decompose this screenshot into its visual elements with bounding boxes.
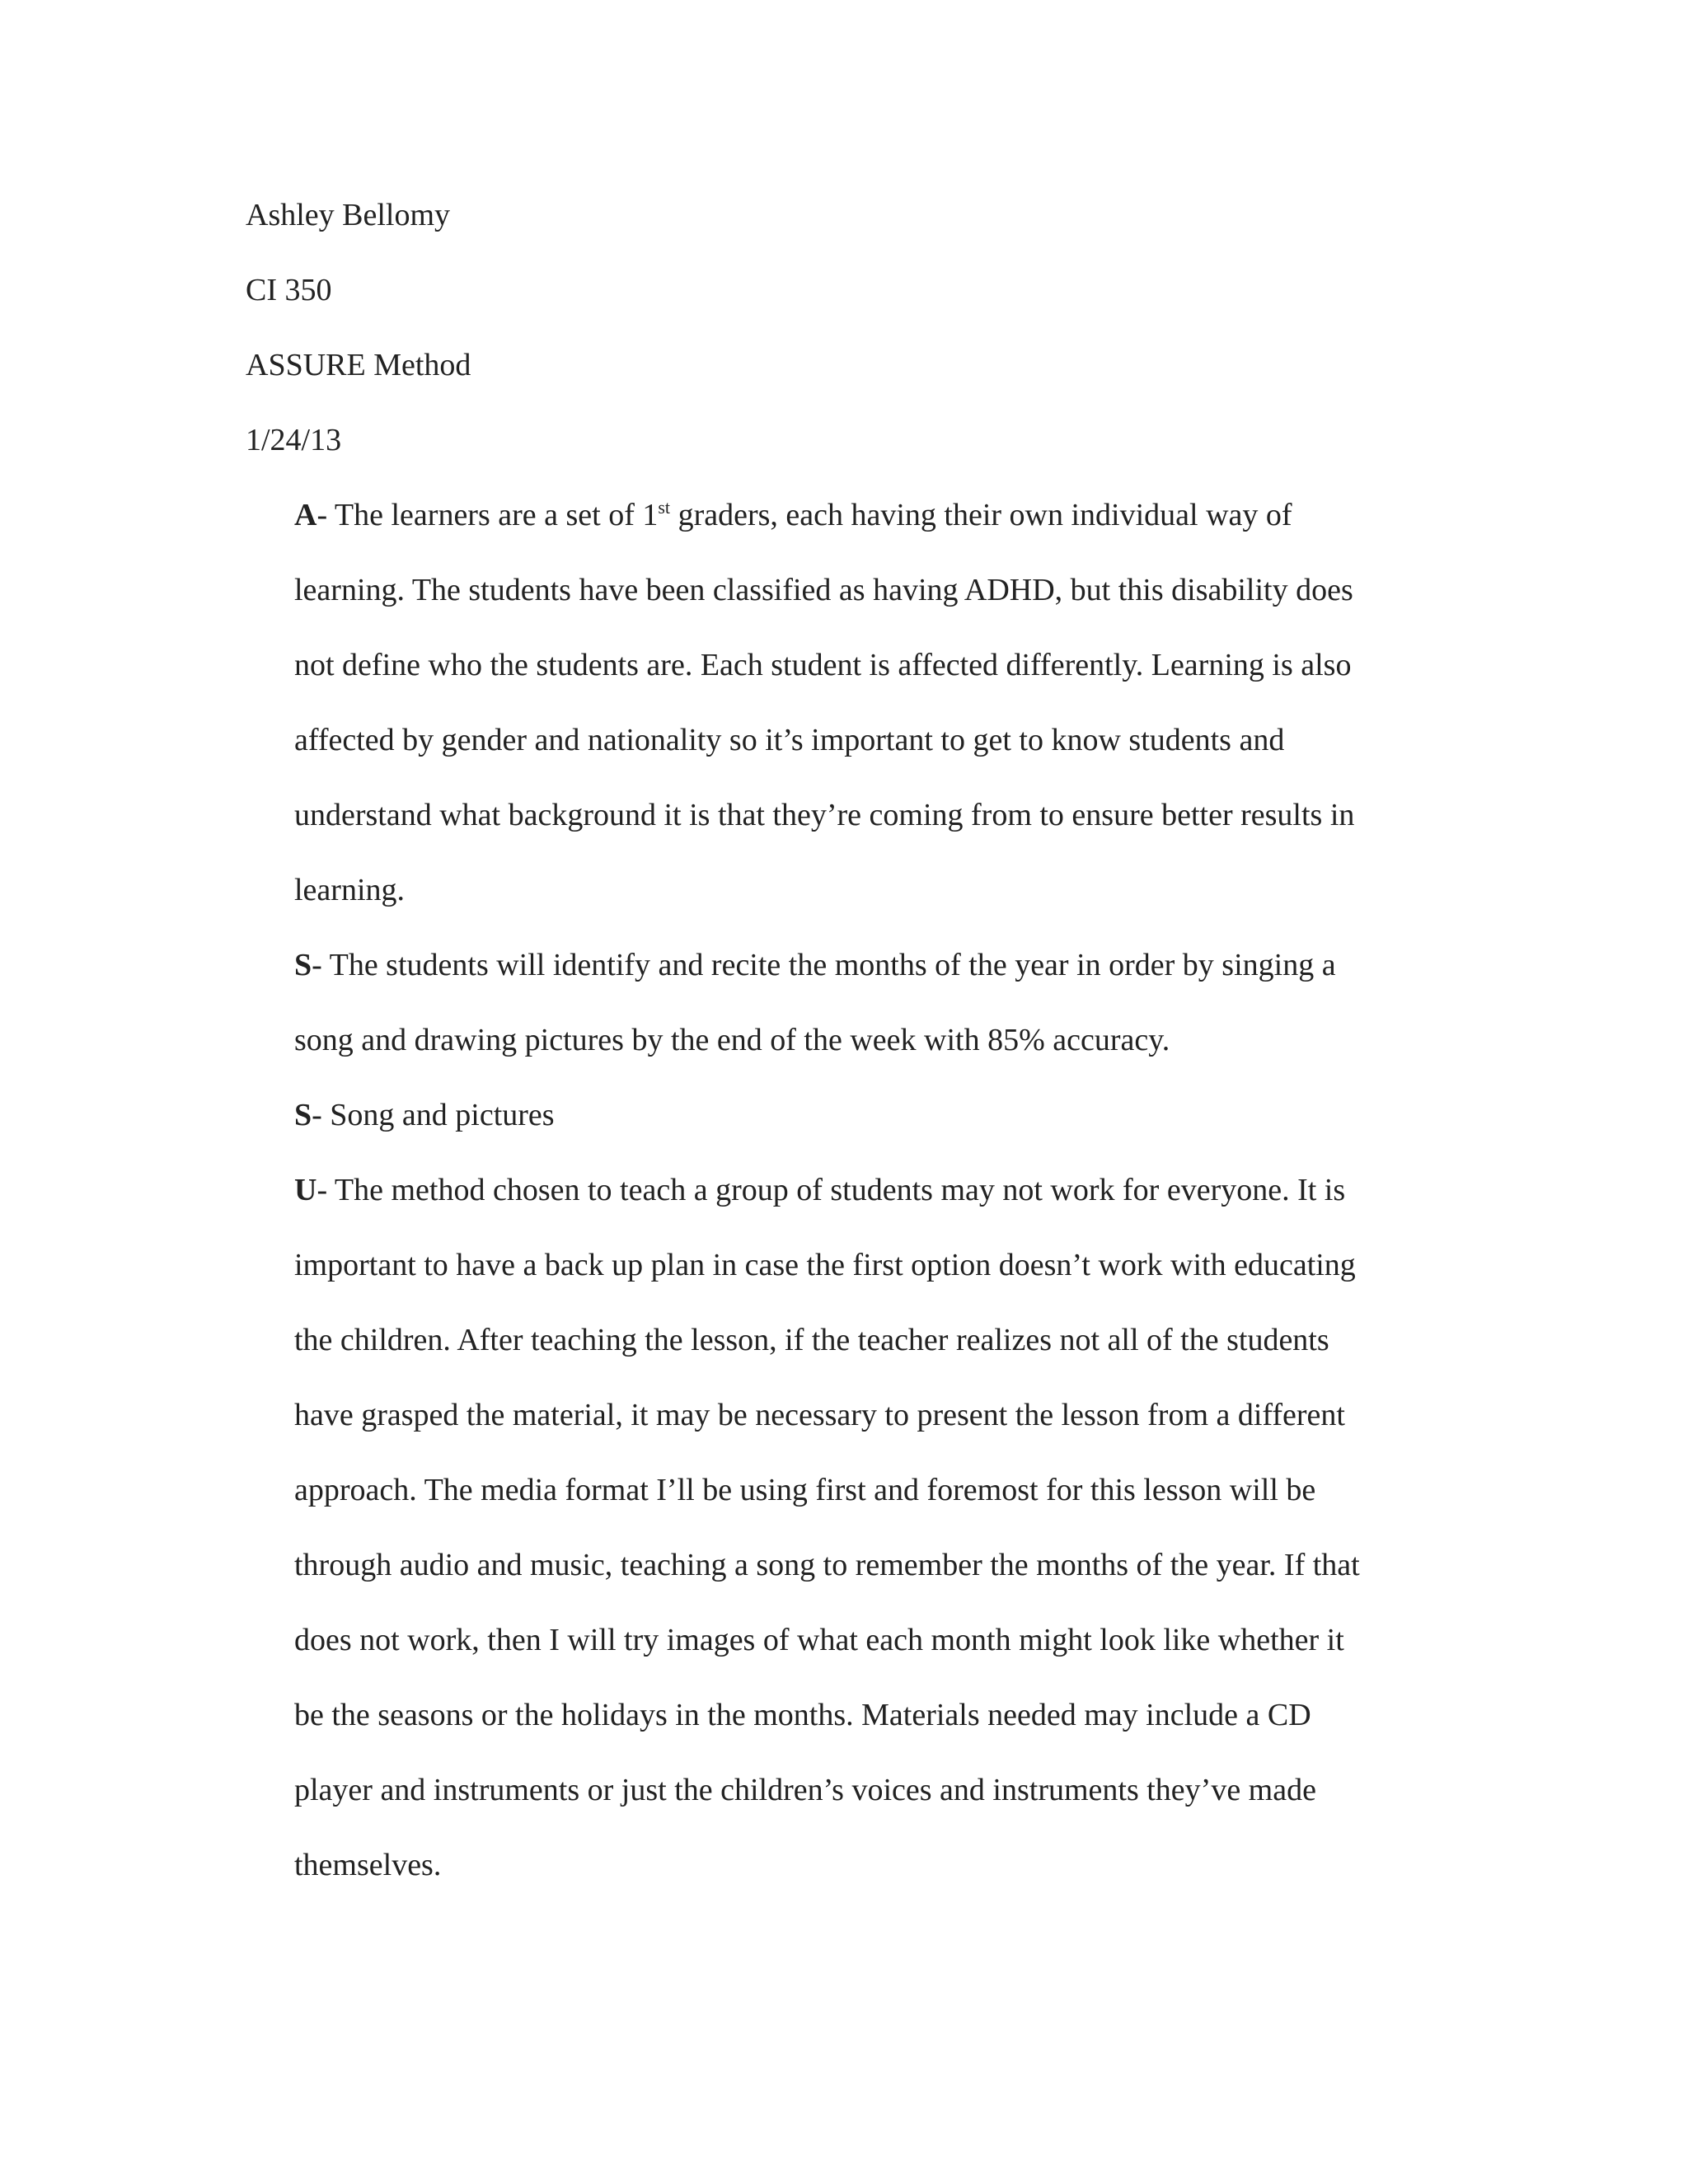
section-analyze-line-2: learning. The students have been classified as having ADHD, but this disability does <box>294 573 1353 607</box>
section-utilize-line-6: through audio and music, teaching a song to remember the months of the year. If that <box>294 1548 1360 1582</box>
section-utilize-letter: U <box>294 1173 317 1207</box>
section-utilize-line-7: does not work, then I will try images of what each month might look like whether it <box>294 1623 1344 1657</box>
section-analyze-line-6: learning. <box>294 873 406 907</box>
ordinal-superscript: st <box>658 497 671 518</box>
section-utilize-line-2: important to have a back up plan in case the first option doesn’t work with educating <box>294 1248 1356 1282</box>
section-utilize-line-8: be the seasons or the holidays in the months. Materials needed may include a CD <box>294 1698 1311 1732</box>
section-analyze-line-4: affected by gender and nationality so it’s important to get to know students and <box>294 723 1285 757</box>
section-utilize-line-3: the children. After teaching the lesson, if the teacher realizes not all of the students <box>294 1323 1329 1357</box>
section-analyze-text-end: graders, each having their own individual way of <box>670 498 1292 532</box>
section-utilize-line-10: themselves. <box>294 1848 442 1882</box>
section-utilize-text: - The method chosen to teach a group of students may not work for everyone. It is <box>316 1173 1346 1207</box>
section-analyze-letter: A <box>294 498 317 532</box>
section-state-text: - The students will identify and recite the months of the year in order by singing a <box>312 948 1336 982</box>
section-select-text: - Song and pictures <box>312 1098 555 1132</box>
section-state-line-1 <box>294 945 1336 985</box>
section-state-line-2: song and drawing pictures by the end of the week with 85% accuracy. <box>294 1023 1170 1057</box>
section-select-letter: S <box>294 1098 312 1132</box>
section-utilize-line-4: have grasped the material, it may be necessary to present the lesson from a different <box>294 1398 1345 1432</box>
assignment-title: ASSURE Method <box>246 348 471 382</box>
section-analyze-line-1 <box>294 495 1292 535</box>
section-utilize-line-1 <box>294 1170 1345 1210</box>
section-analyze-text-start: - The learners are a set of 1 <box>316 498 659 532</box>
document-date: 1/24/13 <box>246 423 342 457</box>
section-state-letter: S <box>294 948 312 982</box>
section-select-line-1 <box>294 1095 555 1135</box>
section-utilize-line-5: approach. The media format I’ll be using first and foremost for this lesson will be <box>294 1473 1316 1507</box>
section-analyze-line-5: understand what background it is that they’re coming from to ensure better results in <box>294 798 1355 832</box>
author-name: Ashley Bellomy <box>246 198 451 232</box>
section-analyze-line-3: not define who the students are. Each student is affected differently. Learning is also <box>294 648 1352 682</box>
course-number: CI 350 <box>246 273 332 307</box>
section-utilize-line-9: player and instruments or just the children’s voices and instruments they’ve made <box>294 1773 1316 1807</box>
